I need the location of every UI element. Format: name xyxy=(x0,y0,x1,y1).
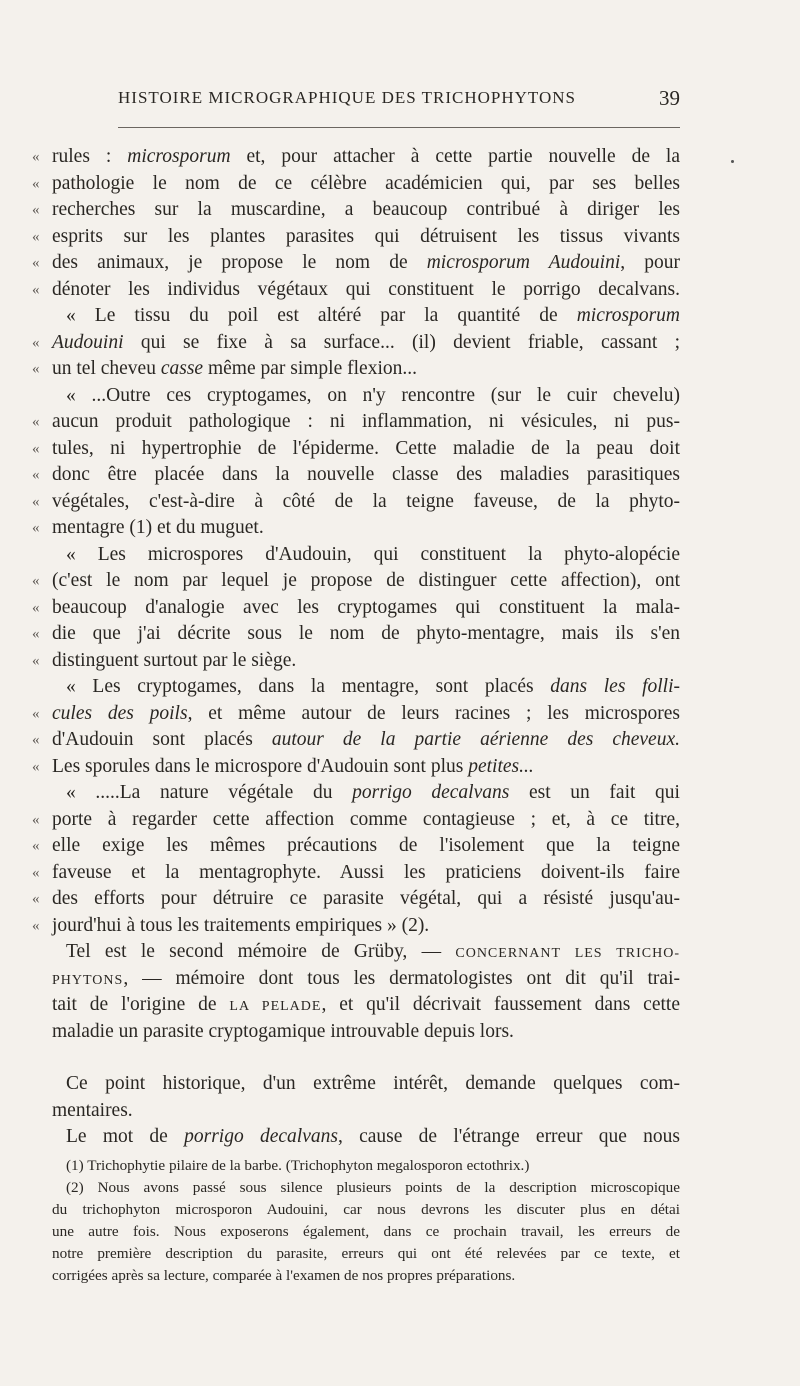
footnote-line: une autre fois. Nous exposerons également, dans ce prochain travail, les erreurs de xyxy=(52,1223,680,1240)
line-text xyxy=(52,197,680,224)
text-run: un tel cheveu xyxy=(52,358,161,379)
small-caps-run: PHYTONS xyxy=(52,972,124,988)
text-run: mentagre (1) et du muguet. xyxy=(52,517,264,538)
text-line xyxy=(32,171,680,198)
quote-mark: « xyxy=(32,838,40,854)
text-run: « Les cryptogames, dans la mentagre, sont placés xyxy=(66,676,551,697)
quote-mark: « xyxy=(32,175,40,192)
line-text xyxy=(52,1124,680,1151)
line-text xyxy=(52,224,680,251)
quote-mark: « xyxy=(32,758,40,775)
text-line xyxy=(32,568,680,595)
line-text xyxy=(52,701,680,728)
text-line xyxy=(32,595,680,622)
text-run: « Le tissu du poil est altéré par la quantité de xyxy=(66,305,577,326)
text-line xyxy=(32,330,680,357)
line-text xyxy=(52,807,680,834)
footnote-line: du trichophyton microsporon Audouini, car nous devrons les discuter plus en détai xyxy=(52,1201,680,1218)
line-text xyxy=(52,383,680,410)
text-run: dénoter les individus végétaux qui constituent le porrigo decalvans. xyxy=(52,278,680,300)
line-text xyxy=(52,833,680,860)
text-line xyxy=(32,462,680,489)
text-run: Tel est le second mémoire de Grüby, — xyxy=(66,941,456,962)
quote-mark: « xyxy=(32,202,40,218)
footnote-line: corrigées après sa lecture, comparée à l'examen de nos propres préparations. xyxy=(52,1267,516,1284)
italic-run: cules des poils xyxy=(52,702,188,724)
line-text xyxy=(52,727,680,754)
text-run: est un fait qui xyxy=(509,782,680,803)
text-line xyxy=(52,1124,680,1151)
paragraph-gap xyxy=(52,1045,680,1071)
footnote-line: notre première description du parasite, erreurs qui ont été relevées par ce texte, et xyxy=(52,1245,680,1262)
quote-mark: « xyxy=(32,864,40,881)
text-run: , — mémoire dont tous les dermatologistes ont dit qu'il trai- xyxy=(123,967,680,989)
line-text xyxy=(52,250,680,277)
italic-run: porrigo decalvans xyxy=(352,782,510,803)
text-run: Les sporules dans le microspore d'Audouin sont plus xyxy=(52,755,469,777)
text-line xyxy=(32,224,680,251)
text-run: tait de l'origine de xyxy=(52,994,230,1015)
text-run: Le mot de xyxy=(66,1126,185,1147)
line-text xyxy=(52,303,680,330)
small-caps-run: LA PELADE xyxy=(229,999,322,1014)
text-line xyxy=(32,886,680,913)
text-line xyxy=(52,780,680,807)
line-text xyxy=(52,860,680,887)
text-run: Ce point historique, d'un extrême intérêt, demande quelques com- xyxy=(66,1073,680,1094)
text-run: maladie un parasite cryptogamique introuvable depuis lors. xyxy=(52,1020,514,1042)
footnotes xyxy=(52,1155,680,1287)
text-line xyxy=(52,303,680,330)
text-line xyxy=(32,515,680,542)
quote-mark: « xyxy=(32,414,40,430)
text-line xyxy=(32,807,680,834)
line-text xyxy=(52,992,680,1021)
text-run: rules : xyxy=(52,146,128,167)
text-line xyxy=(32,144,681,171)
text-line xyxy=(52,939,680,966)
line-text xyxy=(52,648,680,675)
text-run: tules, ni hypertrophie de l'épiderme. Cette maladie de la peau doit xyxy=(52,437,680,459)
text-line xyxy=(52,1019,680,1046)
line-text xyxy=(52,780,680,807)
line-text xyxy=(52,966,680,995)
line-text xyxy=(52,515,680,542)
footnote-line: (1) Trichophytie pilaire de la barbe. (Trichophyton megalosporon ectothrix.) xyxy=(66,1157,530,1174)
text-line xyxy=(32,727,680,754)
line-text xyxy=(52,754,680,781)
text-line xyxy=(32,277,680,304)
line-text xyxy=(52,144,680,171)
text-run: pathologie le nom de ce célèbre académicien qui, par ses belles xyxy=(52,172,680,194)
text-line xyxy=(32,409,680,436)
text-run: recherches sur la muscardine, a beaucoup contribué à diriger les xyxy=(52,199,680,220)
line-text xyxy=(52,542,680,569)
line-text xyxy=(52,330,680,357)
text-line xyxy=(32,250,680,277)
quote-mark: « xyxy=(32,626,40,642)
text-line xyxy=(32,754,680,781)
quote-mark: « xyxy=(32,334,40,351)
main-text xyxy=(32,144,681,1151)
text-run: jourd'hui à tous les traitements empiriques » (2). xyxy=(52,914,430,936)
quote-mark: « xyxy=(32,149,40,165)
italic-run: porrigo decalvans xyxy=(184,1126,338,1147)
italic-run: dans les folli- xyxy=(550,676,680,697)
text-run: « Les microspores d'Audouin, qui constituent la phyto-alopécie xyxy=(66,543,680,565)
italic-run: petites... xyxy=(468,755,534,777)
text-line xyxy=(32,701,681,728)
text-run: d'Audouin sont placés xyxy=(52,729,272,750)
text-run: « ...Outre ces cryptogames, on n'y rencontre (sur le cuir chevelu) xyxy=(66,384,680,406)
line-text xyxy=(52,595,680,622)
quote-mark: « xyxy=(32,440,40,457)
text-run: végétales, c'est-à-dire à côté de la teigne faveuse, de la phyto- xyxy=(52,490,680,512)
line-text xyxy=(52,1098,680,1125)
text-line xyxy=(52,674,680,701)
text-run: (c'est le nom par lequel je propose de distinguer cette affection), ont xyxy=(52,570,680,591)
text-run: aucun produit pathologique : ni inflammation, ni vésicules, ni pus- xyxy=(52,411,680,432)
quote-mark: « xyxy=(32,255,40,271)
quote-mark: « xyxy=(32,652,40,669)
header-rule xyxy=(118,127,680,128)
text-line xyxy=(32,621,680,648)
line-text xyxy=(52,436,680,463)
line-text xyxy=(52,913,680,940)
line-text xyxy=(52,621,680,648)
text-run: et, pour attacher à cette partie nouvelle de la xyxy=(230,146,681,167)
quote-mark: « xyxy=(32,281,40,298)
quote-mark: « xyxy=(32,599,40,616)
line-text xyxy=(52,1019,680,1046)
text-run: « .....La nature végétale du xyxy=(66,782,353,803)
text-run: des efforts pour détruire ce parasite végétal, qui a résisté jusqu'au- xyxy=(52,888,680,909)
text-line xyxy=(52,383,680,410)
line-text xyxy=(52,462,680,489)
quote-mark: « xyxy=(32,361,40,377)
text-line xyxy=(32,648,680,675)
text-run: mentaires. xyxy=(52,1099,133,1121)
text-line xyxy=(52,1071,680,1098)
text-run: , et qu'il décrivait faussement dans cette xyxy=(321,994,680,1015)
quote-mark: « xyxy=(32,732,40,748)
line-text xyxy=(52,674,680,701)
quote-mark: « xyxy=(32,467,40,483)
text-run: elle exige les mêmes précautions de l'isolement que la teigne xyxy=(52,835,680,856)
italic-run: Audouini xyxy=(52,331,124,353)
text-run: distinguent surtout par le siège. xyxy=(52,649,297,671)
line-text xyxy=(52,356,680,383)
text-line xyxy=(52,966,680,993)
text-run: même par simple flexion... xyxy=(203,358,417,379)
text-line xyxy=(32,436,680,463)
line-text xyxy=(52,939,680,968)
text-line xyxy=(32,197,680,224)
text-run: esprits sur les plantes parasites qui détruisent les tissus vivants xyxy=(52,225,680,247)
italic-run: microsporum xyxy=(127,146,231,167)
text-run: faveuse et la mentagrophyte. Aussi les praticiens doivent-ils faire xyxy=(52,861,680,883)
text-line xyxy=(52,542,680,569)
line-text xyxy=(52,568,680,595)
quote-mark: « xyxy=(32,228,40,245)
text-run: porte à regarder cette affection comme contagieuse ; et, à ce titre, xyxy=(52,808,680,830)
text-line xyxy=(52,992,680,1019)
footnote-line: (2) Nous avons passé sous silence plusieurs points de la description microscopique xyxy=(66,1179,680,1196)
text-run: des animaux, je propose le nom de xyxy=(52,252,427,273)
text-line xyxy=(32,913,680,940)
text-run: qui se fixe à sa surface... (il) devient friable, cassant ; xyxy=(123,331,680,353)
italic-run: casse xyxy=(160,358,204,379)
text-run: donc être placée dans la nouvelle classe des maladies parasitiques xyxy=(52,464,680,485)
page-number: 39 xyxy=(659,86,680,110)
text-line xyxy=(32,356,680,383)
italic-run: microsporum xyxy=(576,305,680,326)
margin-speck xyxy=(731,160,734,163)
small-caps-run: CONCERNANT LES TRICHO- xyxy=(455,946,681,961)
text-run: , pour xyxy=(620,252,680,273)
text-line xyxy=(52,1098,680,1125)
line-text xyxy=(52,1071,680,1098)
italic-run: microsporum Audouini xyxy=(426,252,621,273)
text-run: die que j'ai décrite sous le nom de phyto-mentagre, mais ils s'en xyxy=(52,623,680,644)
line-text xyxy=(52,489,680,516)
text-line xyxy=(32,833,680,860)
quote-mark: « xyxy=(32,917,40,934)
text-run: beaucoup d'analogie avec les cryptogames qui constituent la mala- xyxy=(52,596,680,618)
quote-mark: « xyxy=(32,811,40,828)
line-text xyxy=(52,277,680,304)
line-text xyxy=(52,171,680,198)
quote-mark: « xyxy=(32,705,40,722)
quote-mark: « xyxy=(32,493,40,510)
quote-mark: « xyxy=(32,891,40,907)
quote-mark: « xyxy=(32,573,40,589)
text-line xyxy=(32,860,680,887)
text-run: , cause de l'étrange erreur que nous xyxy=(337,1126,680,1147)
italic-run: autour de la partie aérienne des cheveux. xyxy=(271,729,680,750)
header-title: HISTOIRE MICROGRAPHIQUE DES TRICHOPHYTONS xyxy=(118,88,577,107)
quote-mark: « xyxy=(32,520,40,536)
text-run: , et même autour de leurs racines ; les microspores xyxy=(187,702,681,724)
line-text xyxy=(52,409,680,436)
line-text xyxy=(52,886,680,913)
text-line xyxy=(32,489,680,516)
